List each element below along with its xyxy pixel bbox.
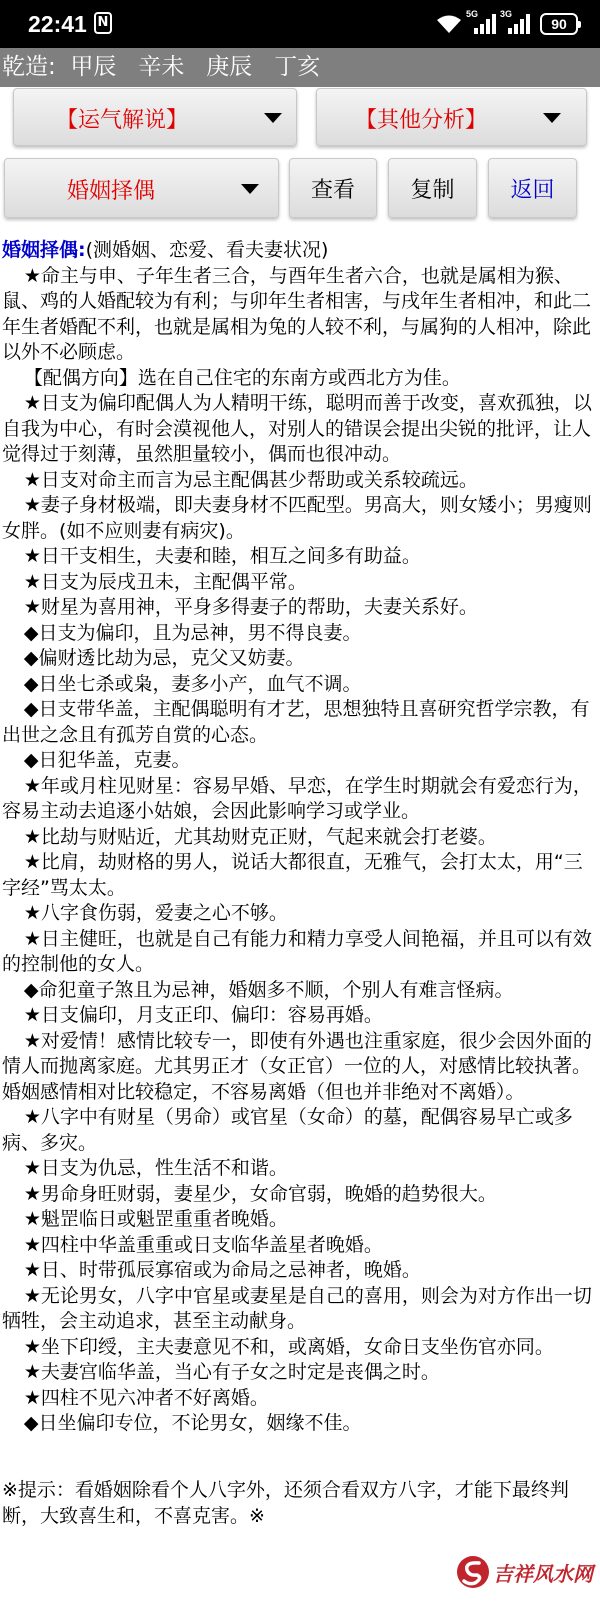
analysis-paragraph: ★比劫与财贴近，尤其劫财克正财，气起来就会打老婆。 [23, 825, 497, 848]
analysis-paragraph: ★八字食伤弱，爱妻之心不够。 [23, 902, 288, 924]
chevron-down-icon [241, 184, 259, 194]
hint-note: ※提示：看婚姻除看个人八字外，还须合看双方八字，才能下最终判断，大致喜生和，不喜克害。※ [2, 1479, 569, 1527]
signal-5g-label: 5G [466, 9, 479, 19]
other-analysis-dropdown-label: 【其他分析】 [355, 108, 488, 133]
analysis-paragraph: ★比肩，劫财格的男人，说话大都很直，无雅气，会打太太，用“三字经”骂太太。 [2, 851, 583, 899]
analysis-paragraph: ★无论男女，八字中官星或妻星是自己的喜用，则会为对方作出一切牺牲，会主动追求，甚至主动献身。 [2, 1284, 592, 1332]
watermark-text: 吉祥风水网 [493, 1561, 593, 1586]
analysis-paragraph: ★男命身旺财弱，妻星少，女命官弱，晚婚的趋势很大。 [23, 1182, 497, 1205]
topic-dropdown-label: 婚姻择偶 [67, 179, 156, 204]
analysis-paragraph: ★日支为仇忌，性生活不和谐。 [23, 1157, 288, 1179]
signal-3g-icon [500, 9, 530, 34]
analysis-paragraph: ◆日坐偏印专位，不论男女，姻缘不佳。 [23, 1412, 362, 1434]
battery-icon: 90 [540, 13, 578, 35]
wifi-icon [436, 14, 462, 34]
signal-3g-label: 3G [500, 9, 513, 19]
analysis-paragraph: ◆偏财透比劫为忌，克父又妨妻。 [23, 647, 305, 669]
bazi-month-pillar: 辛未 [138, 54, 185, 80]
analysis-paragraph: 【配偶方向】选在自己住宅的东南方或西北方为佳。 [23, 366, 461, 389]
fortune-dropdown[interactable] [13, 88, 297, 146]
analysis-paragraph: ★命主与申、子年生者三合，与酉年生者六合，也就是属相为猴、鼠、鸡的人婚配较为有利；与卯年生者相害，与戌年生者相冲，和此二年生者婚配不利，也就是属相为兔的人较不利，与属狗的人相冲，除此以外不必顾虑。 [2, 264, 592, 363]
analysis-paragraph: ◆日犯华盖，克妻。 [23, 749, 191, 771]
bazi-day-pillar: 庚辰 [206, 54, 253, 80]
view-button[interactable] [289, 158, 377, 218]
analysis-paragraph: ★八字中有财星（男命）或官星（女命）的墓，配偶容易早亡或多病、多灾。 [2, 1106, 573, 1154]
bazi-bar [0, 48, 600, 87]
analysis-paragraph: ★坐下印绶，主夫妻意见不和，或离婚，女命日支坐伤官亦同。 [23, 1335, 554, 1358]
analysis-paragraph: ★日支对命主而言为忌主配偶甚少帮助或关系较疏远。 [23, 468, 478, 491]
topic-dropdown[interactable] [4, 158, 279, 218]
view-button-label: 查看 [310, 177, 355, 203]
fortune-dropdown-label: 【运气解说】 [56, 108, 189, 133]
analysis-paragraph: ★年或月柱见财星：容易早婚、早恋，在学生时期就会有爱恋行为，容易主动去追逐小姑娘，会因此影响学习或学业。 [2, 774, 592, 822]
analysis-paragraph: ★日支为偏印配偶人为人精明干练，聪明而善于改变，喜欢孤独，以自我为中心，有时会漠视他人，对别人的错误会提出尖锐的批评，让人觉得过于刻薄，虽然胆量较小，偶而也很冲动。 [2, 392, 592, 465]
analysis-paragraph: ★日主健旺，也就是自己有能力和精力享受人间艳福，并且可以有效的控制他的女人。 [2, 927, 592, 975]
analysis-paragraph: ★四柱不见六冲者不好离婚。 [23, 1386, 269, 1409]
analysis-paragraph: ★对爱情！感情比较专一，即使有外遇也注重家庭，很少会因外面的情人而抛离家庭。尤其男正才（女正官）一位的人，对感情比较执著。婚姻感情相对比较稳定，不容易离婚（但也并非绝对不离婚）。 [2, 1029, 592, 1103]
analysis-paragraph: ★日支为辰戌丑未，主配偶平常。 [23, 570, 307, 593]
section-subtitle: (测婚姻、恋爱、看夫妻状况) [85, 239, 329, 261]
nfc-icon: N [94, 12, 112, 34]
section-title: 婚姻择偶: [2, 239, 86, 261]
analysis-paragraph: ★魁罡临日或魁罡重重者晚婚。 [23, 1208, 288, 1230]
analysis-paragraph: ★日、时带孤辰寡宿或为命局之忌神者，晚婚。 [23, 1259, 421, 1281]
analysis-paragraph: ◆日坐七杀或枭，妻多小产，血气不调。 [23, 672, 362, 695]
copy-button-label: 复制 [410, 177, 455, 203]
back-button[interactable] [488, 158, 577, 218]
analysis-content [0, 238, 600, 1437]
analysis-paragraph: ★财星为喜用神，平身多得妻子的帮助，夫妻关系好。 [23, 596, 478, 618]
other-analysis-dropdown[interactable] [316, 88, 587, 146]
analysis-paragraph: ★夫妻宫临华盖，当心有子女之时定是丧偶之时。 [23, 1361, 440, 1383]
analysis-paragraph: ◆日支为偏印，且为忌神，男不得良妻。 [23, 621, 362, 644]
analysis-paragraph: ★妻子身材极端，即夫妻身材不匹配型。男高大，则女矮小；男瘦则女胖。(如不应则妻有病灾)。 [2, 494, 592, 542]
bazi-hour-pillar: 丁亥 [274, 54, 321, 80]
section-heading [2, 238, 598, 264]
analysis-paragraph: ◆日支带华盖，主配偶聪明有才艺，思想独特且喜研究哲学宗教，有出世之念且有孤芳自赏的心态。 [2, 698, 590, 746]
paragraph-list [2, 264, 598, 1437]
bazi-label: 乾造: [2, 54, 56, 80]
analysis-paragraph: ★日支偏印，月支正印、偏印：容易再婚。 [23, 1004, 383, 1026]
signal-5g-icon [466, 9, 496, 34]
analysis-paragraph: ★日干支相生，夫妻和睦，相互之间多有助益。 [23, 545, 421, 567]
chevron-down-icon [543, 113, 561, 123]
analysis-paragraph: ★四柱中华盖重重或日支临华盖星者晚婚。 [23, 1233, 383, 1256]
back-button-label: 返回 [510, 177, 555, 203]
status-time: 22:41 [28, 11, 87, 37]
bazi-year-pillar: 甲辰 [70, 54, 117, 80]
watermark-logo [455, 1552, 593, 1592]
analysis-paragraph: ◆命犯童子煞且为忌神，婚姻多不顺，个别人有难言怪病。 [23, 978, 514, 1001]
logo-mark-icon [455, 1554, 491, 1590]
status-bar [0, 0, 600, 48]
status-icons [436, 9, 578, 36]
copy-button[interactable] [388, 158, 477, 218]
chevron-down-icon [264, 113, 282, 123]
